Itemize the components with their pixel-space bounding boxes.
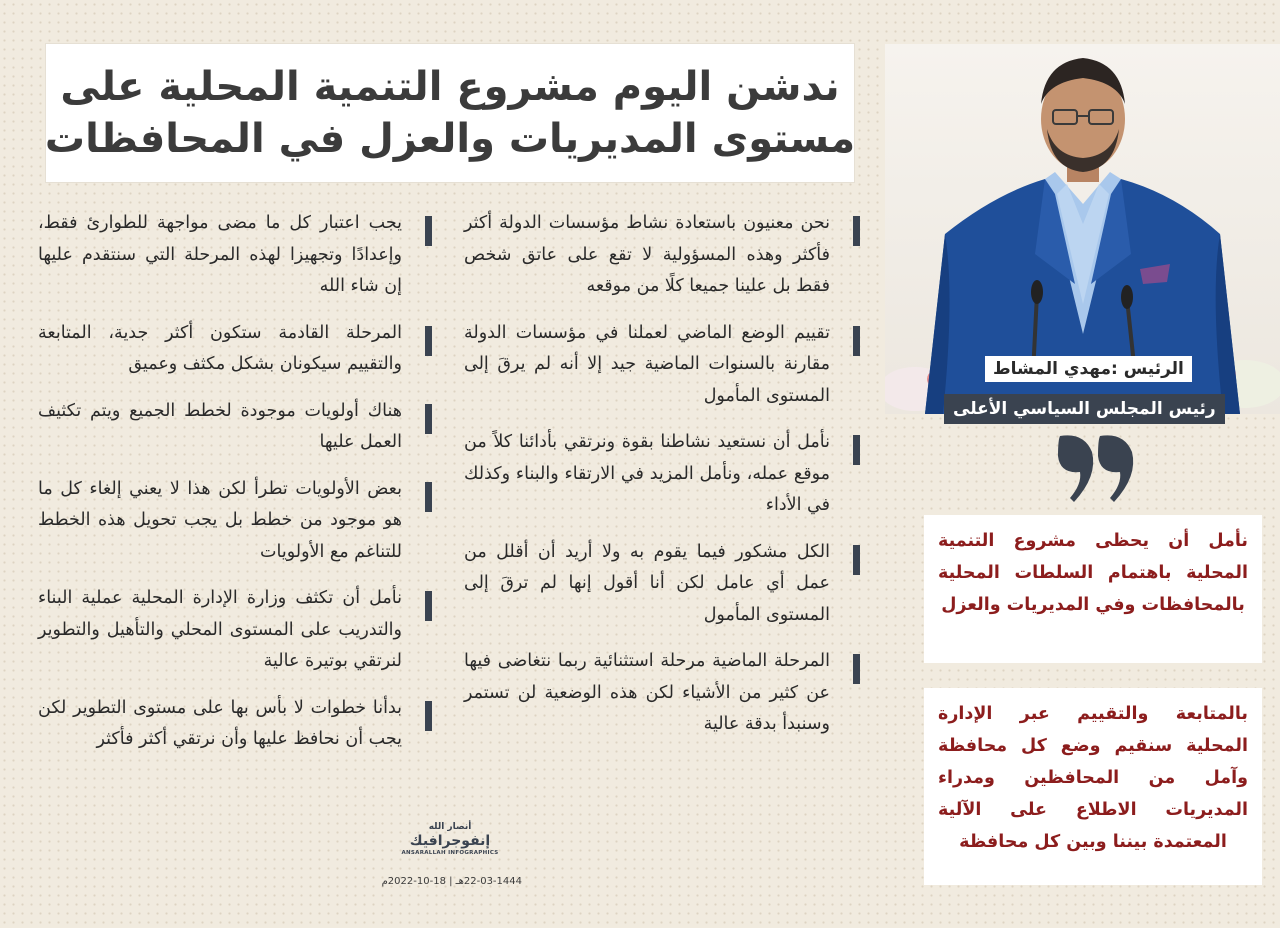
statement-text: نحن معنيون باستعادة نشاط مؤسسات الدولة أكثر فأكثر وهذه المسؤولية لا تقع على عاتق شخص فقط بل علينا جميعا كلًا من موقعه	[464, 213, 830, 296]
quote-icon	[1050, 428, 1140, 508]
title-box	[46, 44, 854, 182]
logo-sub-text: ANSARALLAH INFOGRAPHICS	[401, 850, 499, 856]
bullet-bar	[425, 701, 432, 731]
bullet-bar	[853, 545, 860, 575]
title-line-1: ندشن اليوم مشروع التنمية المحلية على	[60, 64, 840, 110]
statement-item	[38, 318, 432, 381]
statement-text: تقييم الوضع الماضي لعملنا في مؤسسات الدولة مقارنة بالسنوات الماضية جيد إلا أنه لم يرقَ إلى المستوى المأمول	[464, 322, 830, 406]
logo-main-text: إنفوجرافيك	[409, 833, 491, 849]
statement-item	[464, 318, 860, 413]
bullet-bar	[425, 326, 432, 356]
bullet-bar	[853, 435, 860, 465]
ansarallah-infographics-logo	[400, 822, 500, 868]
statement-text: المرحلة القادمة ستكون أكثر جدية، المتابعة والتقييم سيكونان بشكل مكثف وعميق	[38, 322, 402, 374]
publish-date: 22-03-1444هـ | 18-10-2022م	[381, 876, 522, 887]
quote-text: بالمتابعة والتقييم عبر الإدارة المحلية سنقيم وضع كل محافظة وآمل من المحافظين ومدراء المديريات الاطلاع على الآلية المعتمدة بيننا وبين كل محافظة	[938, 704, 1248, 852]
bullet-bar	[425, 404, 432, 434]
statement-text: يجب اعتبار كل ما مضى مواجهة للطوارئ فقط، وإعدادًا وتجهيزا لهذه المرحلة التي سنتقدم عليها إن شاء الله	[38, 213, 402, 296]
statement-text: بعض الأولويات تطرأ لكن هذا لا يعني إلغاء كل ما هو موجود من خطط بل يجب تحويل هذه الخطط للتناغم مع الأولويات	[38, 478, 402, 562]
statement-item	[38, 693, 432, 756]
statement-text: الكل مشكور فيما يقوم به ولا أريد أن أقلل من عمل أي عامل لكن أنا أقول إنها لم ترقَ إلى المستوى المأمول	[464, 541, 830, 625]
speaker-role-label: رئيس المجلس السياسي الأعلى	[944, 394, 1225, 424]
speaker-name-label: الرئيس :مهدي المشاط	[985, 356, 1192, 382]
left-column	[38, 208, 432, 771]
bullet-bar	[853, 654, 860, 684]
statement-item	[464, 208, 860, 303]
bullet-bar	[425, 482, 432, 512]
quote-box-1	[924, 515, 1262, 663]
statement-text: بدأنا خطوات لا بأس بها على مستوى التطوير لكن يجب أن نحافظ عليها وأن نرتقي أكثر فأكثر	[38, 697, 402, 749]
statement-item	[464, 537, 860, 632]
statement-item	[464, 646, 860, 741]
statement-item	[38, 583, 432, 678]
logo-top-text: أنصار الله	[428, 822, 472, 832]
bullet-bar	[425, 216, 432, 246]
statement-text: نأمل أن نستعيد نشاطنا بقوة ونرتقي بأدائنا كلاً من موقع عمله، ونأمل المزيد في الارتقاء والبناء وكذلك في الأداء	[464, 432, 830, 515]
bullet-bar	[853, 326, 860, 356]
right-column	[464, 208, 860, 756]
bullet-bar	[853, 216, 860, 246]
statement-text: المرحلة الماضية مرحلة استثنائية ربما نتغاضى فيها عن كثير من الأشياء لكن هذه الوضعية لن تستمر وسنبدأ بدقة عالية	[464, 651, 830, 734]
quote-text: نأمل أن يحظى مشروع التنمية المحلية باهتمام السلطات المحلية بالمحافظات وفي المديريات والعزل	[938, 531, 1248, 615]
statement-item	[38, 208, 432, 303]
statement-item	[464, 427, 860, 522]
quote-box-2	[924, 688, 1262, 885]
bullet-bar	[425, 591, 432, 621]
statement-item	[38, 396, 432, 459]
statement-text: هناك أولويات موجودة لخطط الجميع ويتم تكثيف العمل عليها	[38, 400, 402, 452]
title-line-2: مستوى المديريات والعزل في المحافظات	[44, 116, 856, 162]
statement-item	[38, 474, 432, 569]
statement-text: نأمل أن تكثف وزارة الإدارة المحلية عملية البناء والتدريب على المستوى المحلي والتأهيل والتطوير لنرتقي بوتيرة عالية	[38, 588, 402, 671]
